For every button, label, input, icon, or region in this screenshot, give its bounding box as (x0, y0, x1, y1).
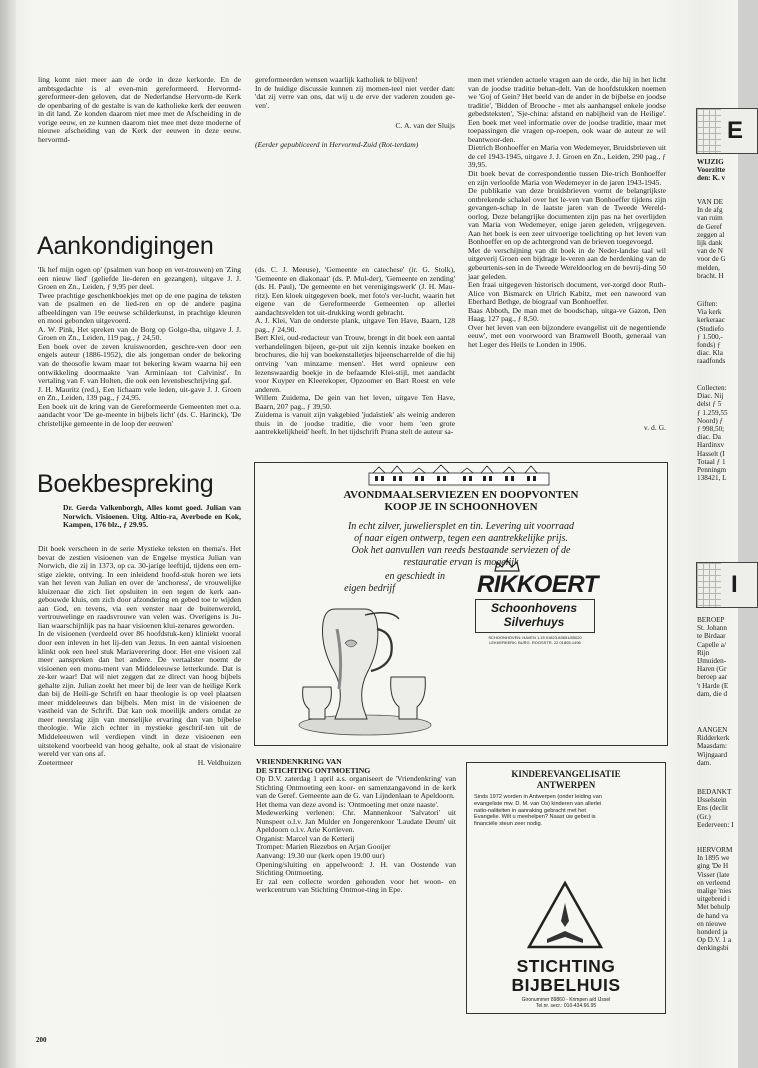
ad-body-line-5: en geschiedt in (385, 571, 445, 582)
page-gutter-shadow (0, 0, 16, 1068)
rikkoert-address-2: LEKKERKERK: BURG. ROOSSTR. 22 01805-1496 (489, 640, 581, 645)
silver-jug-and-cups-illustration (295, 589, 435, 739)
top-column-2-text: gereformeerden wensen waarlijk katholiek te blijven! In de huidige discussie kunnen zij momen-teel niet verder dan: 'dat zij verre van ons, dat wij u de erve der vaderen zouden ge-ven'. (255, 75, 455, 110)
aankondigingen-signature-box (468, 424, 666, 434)
ad-title-line-2: KOOP JE IN SCHOONHOVEN (384, 501, 538, 513)
right-text-7: BEDANKT IJsselstein Ens (declit (Gr.) Eederveen: I (697, 788, 734, 829)
vriendenkring-heading-2: DE STICHTING ONTMOETING (256, 765, 371, 775)
aankondigingen-signature: v. d. G. (643, 423, 666, 432)
right-text-4: Collecten: Diac. Nij delst ƒ 5 ƒ 1.259,55 Noord) ƒ ƒ 998,50; diac. Da Hardinxv Hasselt (I Totaal ƒ 1 Penningm 138421, L (697, 384, 728, 483)
right-text-5: BEROEP St. Johann te Birdaar Capelle a/ Rijn IJmuiden- Haren (Gr beroep aar 't Harde (E dam, die d (697, 616, 729, 698)
right-column-header-box-2 (696, 562, 758, 608)
boekbespreking-text: Dit boek verscheen in de serie Mystieke teksten en thema's. Het bevat de zestien visioenen van de Engelse mystica Julian van Norwich, die zij in 1373, op ca. 30-jarige leeftijd, tijdens een ern-stige ziekte, ontving. In een inleidend hoofd-stuk horen we iets van het leven van Julian en over de 'anchoress', de vrouwelijke kluizenaar die zich liet opsluiten in een tegen de kerk aan-gebouwde kluis, om zich door afzondering en gebed toe te wijden aan God, en tevens, via een venster naar de buitenwereld, vertrouwelinge en raadsvrouwe van velen was. Overigens is Ju-lian waarschijnlijk pas na haar visioenen klui-zenares geworden. In de visioenen (verdeeld over 86 hoofdstuk-ken) kliniekt vooral door een inleven in het lij-den van Jezus. In een aantal visioenen klinkt ook een heel stuk Mariaverering door. Het ene visioen zal meer aanspreken dan het andere. De vertaalster noemt de visioenen een monu-ment van Middeleeuwse letterkunde. Dat is ze-ker waar! Dat wil niet zeggen dat ze direct van hoog bijbels gehalte zijn. Julian zoekt het meer bij de leer van de heilige Kerk dan bij de Heili-ge Schrift en haar theologie is op veel plaatsen meer middeleeuws dan bijbels. Men mist in de visioenen de vastheid van de Schrift. Dat kan ook moeilijk anders omdat ze meer neerslag zijn van menselijke ervaring dan van bijbelse theologie. Wie zich echter in mystieke geschrif-ten uit de Middeleeuwen wil verdiepen vindt in deze visioenen een uitstekend voorbeeld van hoog gehalte, ook al staat de visionaire wereld ver van ons af. (38, 544, 241, 759)
kinder-body: Sinds 1972 worden in Antwerpen (onder leiding van evangeliste mw. D. M. van Os) kinderen van allerlei natio-naliteiten in aanraking gebracht met het Evangelie. Wilt u meehelpen? Naast uw gebed is financiële steun zeer nodig. (474, 794, 602, 828)
stichting-title: STICHTING (516, 956, 616, 976)
aankondigingen-column-3-text: men met vrienden actuele vragen aan de orde, die hij in het licht van de joodse traditie behan-delt. Van de hoofdstukken noemen we 'Goj of Gein? Het beeld van de ander in de bijbelse en joodse traditie', 'Bidden of Brooche - met als aanhangsel enkele joodse gebedsteksten', 'Sje-china: afstand en nabijheid van de Heilige'. Een boek met veel informatie over de joodse traditie, maar met toepassingen die vragen op-roepen, ook waar de auteur ze wil beantwoor-den. Dietrich Bonhoeffer en Maria von Wedemeyer, Bruidsbrieven uit de cel 1943-1945, uitgave J. J. Groen en Zn., Leiden, 290 pag., ƒ 39,95. Dit boek bevat de correspondentie tussen Die-trich Bonhoeffer en zijn verloofde Maria von Wedemeyer in de jaren 1943-1945. De publikatie van deze bruidsbrieven vormt de belangrijkste ontbrekende schakel over het le-ven van Bonhoeffer tijdens zijn gevangen-schap in de laatste jaren van de Tweede Wereld-oorlog. Deze belangrijke documenten zijn pas na het overlijden van Maria von Wedemeyer, enige jaren geleden, vrijgegeven. Aan het boek is een zeer uitvoerige toelichting op het leven van Bonhoeffer en op de achtergrond van de brieven toegevoegd. Met de verschijning van dit boek in de Neder-landse taal wil uitgeverij Groen een bijdrage le-veren aan de herdenking van de gebeurtenis-sen in de Tweede Wereldoorlog en de bevrij-ding 50 jaar geleden. Een fraai uitgegeven historisch document, ver-zorgd door Ruth-Alice von Bismarck en Ulrich Kabitz, met een nawoord van Eberhard Bethge, de biograaf van Bonhoeffer. Baas Abboth, De man met de boodschap, uitga-ve Gazon, Den Haag, 127 pag., ƒ 8,50. Over het leven van een bijzondere evangelist uit de negentiende eeuw', met een voorwoord van Bramwell Booth, generaal van het Leger des Heils te Londen in 1906. (468, 75, 666, 349)
ad-body-line-1: In echt zilver, juweliersplet en tin. Levering uit voorraad (347, 521, 575, 532)
top-column-1-text: ling komt niet meer aan de orde in deze kerkorde. En de ambtsgedachte is al even-min gereformeerd. Hervormd-gereformeer-den geloven, dat de Nederlandse Hervorm-de Kerk de openbaring of de gestalte is van de katholieke kerk der eeuwen in dit land. Ze konden daarom niet mee met de Afscheiding in de vorige eeuw, en ze kunnen daarom niet mee met deze moderne of nieuwe afscheiding van de Kerk der eeuwen in deze eeuw. hervormd- (38, 75, 241, 144)
book-reference-text: Dr. Gerda Valkenborgh, Alles komt goed. Julian van Norwich. Visioenen. Uitg. Altio-ra, Averbode en Kok, Kampen, 176 blz., ƒ 29.95. (63, 503, 241, 529)
ad-body-line-3: Ook het aanvullen van reeds bestaande serviezen of de (351, 545, 571, 556)
aankondigingen-column-2 (255, 266, 455, 438)
book-reference (63, 504, 241, 546)
triangle-bible-logo-icon (527, 881, 603, 949)
town-skyline-icon (369, 465, 549, 485)
vriendenkring-article (256, 758, 456, 1016)
rikkoert-address-1: SCHOONHOVEN: HAVEN 1.15 01823-83651/85020 (488, 635, 582, 640)
secretariat-phone: Tel.nr. secr.: 010-434.66.95 (535, 1003, 597, 1009)
kinder-title-1: KINDEREVANGELISATIE (511, 769, 621, 779)
aankondigingen-column-2-text: (ds. C. J. Meeuse), 'Gemeente en catechese' (ir. G. Stolk), 'Gemeente en diakonaat' (ds. P. Mul-der), 'Gemeente en zending' (ds. H. Paul), 'De gemeente en het verenigingswerk' (J. H. Mau-ritz). Een kloek uitgegeven boek, met foto's ver-lucht, waarin het eigene van de Gereformeerde Gemeenten op allerlei aandachtsvelden tot uit-drukking wordt gebracht. A. J. Klei, Van de onderste plank, uitgave Ten Have, Baarn, 128 pag., ƒ 24,90. Bert Klei, oud-redacteur van Trouw, brengt in dit boek een aantal verhandelingen bijeen, ge-put uit zijn kennis inzake boeken en brochures, die hij van boekenstalletjes bijeenscharrelde of die hij ontving 'van minzame mensen'. Het werd opnieuw een lezenswaardig boekje in de befaamde Klei-stijl, met aandacht voor Kuyper en Kleerekoper, Opzoomer en Bart Roest en vele anderen. Willem Zuidema, De gein van het leven, uitgave Ten Have, Baarn, 207 pag., ƒ 39,50. Zuidema is vanuit zijn vakgebied 'judaïstiek' als weinig anderen thuis in de joodse traditie, die voor hem 'een grote aantrekkelijkheid' heeft. In het tijdschrift Prana stelt de auteur sa- (255, 265, 455, 437)
top-column-1 (38, 76, 241, 180)
boekbespreking-heading: Boekbespreking (37, 470, 214, 498)
top-source-note: (Eerder gepubliceerd in Hervormd-Zuid (Rot-terdam) (255, 139, 419, 149)
right-text-3: Giften: Via kerk kerkeraac (Studiefo ƒ 1.500,- fonds) ƒ diac. Kla raadfonds (697, 300, 726, 366)
aankondigingen-heading: Aankondigingen (37, 232, 214, 260)
right-text-block-3 (697, 300, 741, 372)
right-text-block-4 (697, 384, 741, 490)
right-text-block-2 (697, 198, 741, 288)
kinderevangelisatie-advertisement (466, 762, 666, 1014)
right-text-block-8 (697, 846, 741, 954)
vriendenkring-text: Op D.V. zaterdag 1 april a.s. organiseert de 'Vriendenkring' van Stichting Ontmoeting een koor- en samenzangavond in de kerk van de Geref. Gemeente aan de G. van Lijndenlaan te Apeldoorn. Het thema van deze avond is: 'Ontmoeting met onze naaste'. Medewerking verlenen: Chr. Mannenkoor 'Salvatori' uit Nunspeet o.l.v. Jan Mulder en Jongerenkoor 'Laudate Deum' uit Apeldoorn o.l.v. Arie Kortleven. Organist: Marcel van de Ketterij Trompet: Marien Riezebos en Arjan Gooijer Aanvang: 19.30 uur (kerk open 19.00 uur) Opening/sluiting en appelwoord: J. H. van Oostende van Stichting Ontmoeting. Er zal een collecte worden gehouden voor het woon- en werkcentrum van Stichting Ontmoe-ting in Epe. (256, 774, 456, 895)
aankondigingen-column-1-text: 'Ik hef mijn ogen op' (psalmen van hoop en ver-trouwen) en 'Zing een nieuw lied' (geliefde lie-deren en gezangen), uitgave J. J. Groen en Zn., Leiden, ƒ 9,95 per deel. Twee prachtige geschenkboekjes met op de ene pagina de teksten van de psalmen en de lied-ren en op de andere pagina afbeeldingen van 19e eeuwse schilderkunst, in prachtige kleuren en mooi gebonden uitgevoerd. A. W. Pink, Het spreken van de Borg op Golgo-tha, uitgave J. J. Groen en Zn., Leiden, 119 pag., ƒ 24,50. Een boek over de zeven kruiswoorden, geschre-ven door een engels auteur (1886-1952), die als jongeman onder de bekoring van de theosofie kwam maar tot bekering kwam waarna hij een ontwikkeling doormaakte 'van Arminiaan tot Calvinist'. In vertaling van F. van Holten, die ook een levensbeschrijving gaf. J. H. Mauritz (red.), Een lichaam vele leden, uit-gave J. J. Groen en Zn., Leiden, 139 pag., ƒ 24,95. Een boek uit de kring van de Gereformeerde Gemeenten met o.a. aandacht voor 'De ge-meente in bijbels licht' (ds. C. Harinck), 'De christelijke gemeente in de loop der eeuwen' (38, 265, 241, 428)
page-number: 200 (36, 1036, 47, 1044)
rikkoert-brand-sub-1: Schoonhovens (490, 601, 577, 615)
kinder-title-2: ANTWERPEN (536, 780, 596, 790)
top-column-2 (255, 76, 455, 208)
right-column-header-box-1 (696, 108, 758, 154)
right-text-1: WIJZIG Voorzitte den: K. v (697, 158, 726, 183)
bijbelhuis-title: BIJBELHUIS (511, 975, 621, 995)
grid-pattern-icon (697, 109, 721, 153)
ad-body-line-6: eigen bedrijf (344, 583, 395, 594)
right-text-block-6 (697, 726, 741, 774)
grid-pattern-icon-2 (697, 563, 721, 607)
right-text-8: HERVORM In 1895 we ging 'De H Visser (late en verleend malige 'nies uitgebreid i Met behulp de hand va en nieuwe honderd ja Op D.V. 1 a denkingsbi (697, 846, 733, 953)
right-text-block-5 (697, 616, 741, 714)
boekbespreking-body (38, 545, 241, 1013)
ad-body-line-4: restauratie ervan is mogelijk (403, 557, 519, 568)
right-text-2: VAN DE In de afg van ruim de Geref zeggen al lijk dank van de N voor de G melden, bracht. H (697, 198, 726, 280)
rikkoert-brand-sub-2: Silverhuys (503, 615, 565, 629)
right-text-6: AANGEN Ridderkerk Maasdam: Wijngaard dam. (697, 726, 730, 767)
aankondigingen-column-1 (38, 266, 241, 438)
top-signature: C. A. van der Sluijs (395, 121, 455, 131)
ad-title-line-1: AVONDMAALSERVIEZEN EN DOOPVONTEN (343, 489, 579, 501)
rikkoert-brand-frame (475, 599, 595, 633)
review-place: Zoetermeer (38, 757, 73, 767)
aankondigingen-column-3 (468, 76, 666, 431)
review-signature: H. Veldhuizen (197, 757, 241, 767)
right-text-block-7 (697, 788, 741, 836)
rikkoert-brand-name: RIKKOERT (477, 571, 598, 598)
right-header-letter-1: E (727, 117, 744, 144)
right-text-block-1 (697, 158, 741, 188)
giro-number: Gironummer 89860 - Krimpen a/d IJssel (521, 997, 611, 1003)
rikkoert-advertisement (254, 462, 668, 746)
ad-body-line-2: of naar eigen ontwerp, tegen een aantrekkelijke prijs. (354, 533, 568, 544)
right-header-letter-2: I (731, 571, 738, 598)
vriendenkring-heading-1: VRIENDENKRING VAN (256, 757, 342, 766)
